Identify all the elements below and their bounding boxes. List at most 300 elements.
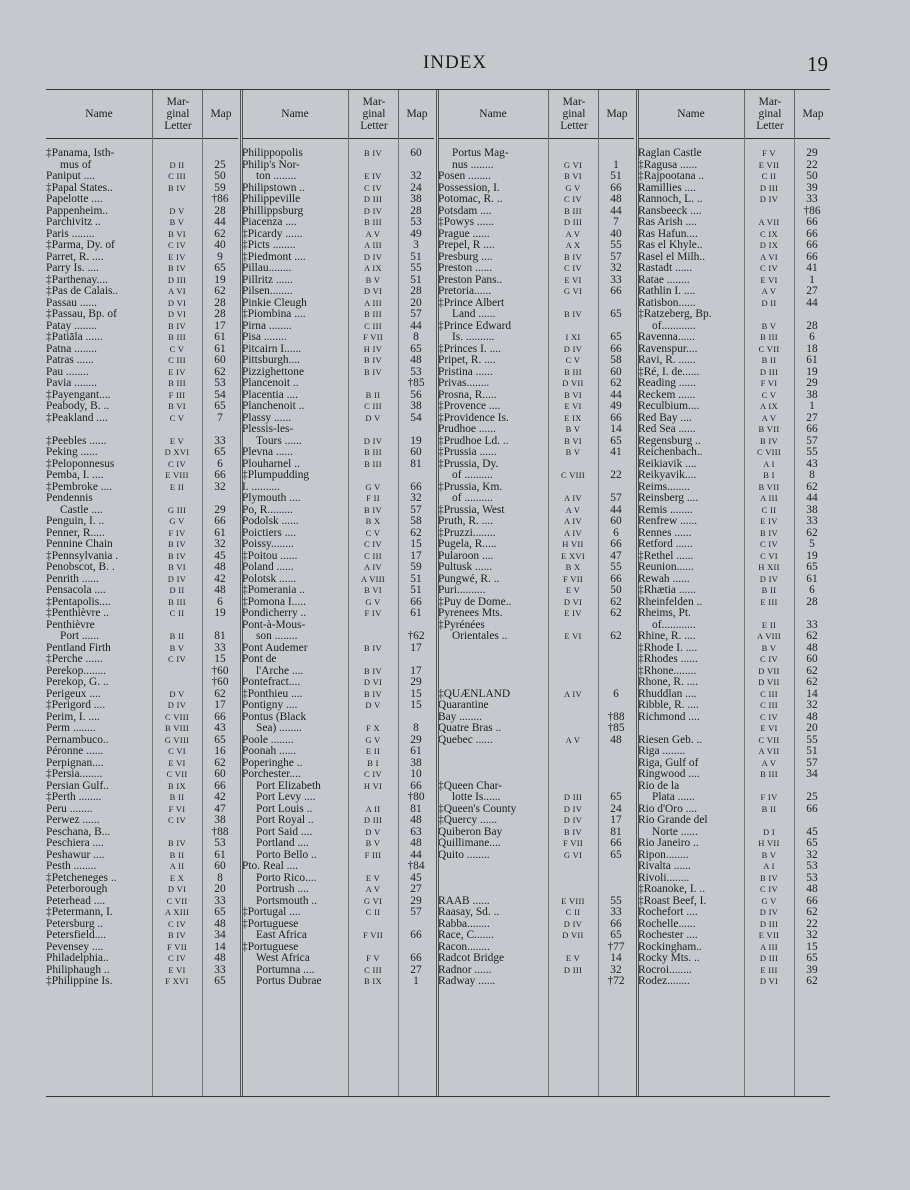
entry-name: Castle .... [60, 504, 103, 516]
entry-marginal-letter: E IV [168, 366, 186, 377]
index-entry [242, 792, 434, 804]
index-entries [438, 148, 634, 988]
entry-name: Porto Bello .. [256, 849, 317, 861]
entry-map: 29 [410, 676, 422, 688]
entry-map: 33 [214, 894, 226, 907]
entry-name: ‡Prussia, Dy. [438, 458, 499, 470]
entry-map: 58 [410, 515, 422, 527]
entry-name: Prepel, R .... [438, 240, 495, 251]
entry-marginal-letter: C IV [168, 654, 186, 664]
index-entry [638, 942, 830, 954]
entry-map: 59 [214, 181, 226, 194]
entry-name: Perim, I. .... [46, 711, 100, 723]
entry-map: 6 [809, 331, 815, 343]
entry-name: RAAB ...... [438, 895, 490, 907]
entry-marginal-letter: G V [365, 596, 381, 607]
entry-marginal-letter: F XVI [165, 976, 189, 986]
entry-marginal-letter: B V [761, 849, 777, 860]
entry-map: 66 [610, 342, 622, 355]
index-entry [638, 229, 830, 241]
entry-name: Posen ........ [438, 171, 491, 182]
entry-map: †62 [407, 630, 425, 642]
entry-marginal-letter: C II [761, 171, 777, 181]
entry-marginal-letter: D IV [563, 918, 583, 929]
index-entry [242, 378, 434, 390]
index-entry [242, 804, 434, 816]
index-entry [438, 459, 634, 471]
index-entry [242, 413, 434, 425]
entry-marginal-letter: B VI [564, 171, 582, 181]
index-entry [242, 321, 434, 333]
entry-map: 44 [806, 492, 818, 504]
entry-name: Rio d'Oro .... [638, 803, 698, 815]
entry-map: 14 [214, 940, 226, 953]
entry-map: 48 [214, 561, 226, 573]
entry-map: 48 [214, 917, 226, 930]
index-entry [638, 367, 830, 379]
index-entry [438, 827, 634, 839]
entry-marginal-letter: B II [761, 803, 777, 814]
entry-map: 50 [214, 170, 226, 182]
index-entry [438, 332, 634, 344]
entry-map: 65 [610, 434, 622, 447]
entry-marginal-letter: E VI [760, 723, 778, 733]
entry-marginal-letter: C IV [564, 194, 582, 204]
entry-name: Perm ........ [46, 723, 96, 734]
entry-map: 48 [806, 883, 818, 895]
entry-name: ‡Peloponnesus [46, 458, 115, 470]
entry-map: 43 [806, 457, 818, 470]
entry-name: Peshawur .... [46, 849, 105, 861]
entry-name: Pappenheim.. [46, 205, 109, 217]
entry-map: 53 [410, 216, 422, 228]
entry-marginal-letter: C III [760, 700, 778, 710]
entry-map: 49 [410, 227, 422, 240]
entry-map: 25 [806, 791, 818, 803]
entry-map: 41 [610, 446, 622, 458]
index-entry [638, 378, 830, 390]
index-entry [242, 217, 434, 229]
entry-marginal-letter: E VII [758, 159, 780, 170]
entry-marginal-letter: E III [760, 596, 778, 607]
index-entry [242, 735, 434, 747]
entry-name: Portumna .... [256, 964, 315, 976]
entry-map: 57 [610, 492, 622, 504]
entry-name: Persian Gulf.. [46, 780, 109, 792]
index-entry [242, 758, 434, 770]
index-entry [638, 171, 830, 183]
entry-marginal-letter: B VII [758, 481, 780, 492]
index-entry [438, 838, 634, 850]
index-entry [638, 953, 830, 965]
entry-map: 38 [806, 503, 818, 516]
entry-marginal-letter: I XI [565, 332, 581, 342]
header-name: Name [677, 108, 705, 120]
index-entry [46, 436, 238, 448]
entry-map: 62 [410, 526, 422, 539]
index-entry [46, 574, 238, 586]
entry-marginal-letter: E IV [364, 171, 382, 181]
entry-name: Rio Grande del [638, 815, 708, 826]
entry-map: 40 [610, 227, 622, 240]
entry-marginal-letter: B V [565, 424, 581, 434]
entry-name: Bay ........ [438, 711, 482, 723]
entry-name: ‡Prussia, Km. [438, 481, 503, 493]
entry-map: 57 [410, 906, 422, 918]
index-entry [438, 229, 634, 241]
entry-marginal-letter: A III [760, 493, 778, 503]
entry-name: Philipstown .. [242, 182, 305, 194]
index-entry [46, 677, 238, 689]
index-entry [242, 447, 434, 459]
entry-marginal-letter: C IV [760, 884, 778, 894]
entry-map: 81 [610, 825, 622, 838]
entry-map: 6 [809, 584, 815, 596]
entry-name: Perekop, G. .. [46, 677, 109, 688]
entry-marginal-letter: H XII [758, 562, 780, 572]
entry-map: 81 [214, 630, 226, 642]
entry-name: Regensburg .. [638, 435, 701, 447]
index-entry [242, 171, 434, 183]
entry-marginal-letter: C III [760, 688, 778, 699]
entry-name: Pruth, R. .... [438, 516, 494, 527]
index-entry [638, 436, 830, 448]
entry-map: 66 [806, 216, 818, 228]
entry-marginal-letter: B IV [564, 251, 582, 262]
entry-marginal-letter: E VI [564, 274, 582, 285]
index-entry [46, 781, 238, 793]
entry-map: 45 [410, 871, 422, 884]
index-entry [46, 539, 238, 551]
entry-name: Quillimane.... [438, 838, 501, 849]
index-entry [638, 574, 830, 586]
index-entry [438, 689, 634, 701]
entry-name: ‡Portuguese [242, 941, 299, 953]
entry-name: Peking ...... [46, 447, 98, 458]
index-entry [242, 942, 434, 954]
entry-name: ‡Picardy ...... [242, 228, 303, 240]
entry-map: 53 [806, 871, 818, 884]
entry-name: Port Said .... [256, 826, 313, 838]
entry-name: Prosna, R..... [438, 389, 497, 401]
index-column-group [242, 90, 434, 1096]
entry-map: 41 [806, 262, 818, 274]
entry-name: Pevensey .... [46, 941, 104, 953]
entry-marginal-letter: D III [363, 194, 383, 204]
entry-name: ‡Piedmont .... [242, 251, 306, 263]
entry-map: 28 [214, 296, 226, 309]
entry-name: Rivalta ...... [638, 861, 691, 872]
entry-marginal-letter: B IX [168, 780, 186, 791]
entry-map: 65 [610, 848, 622, 861]
index-entry [242, 746, 434, 758]
index-entry [638, 332, 830, 344]
entry-map: 17 [214, 699, 226, 711]
entry-name: Norte ...... [652, 826, 698, 838]
entry-name: Pernambuco.. [46, 734, 109, 746]
entry-marginal-letter: C IV [364, 539, 382, 549]
entry-name: ‡Pruzzi........ [438, 527, 496, 539]
entry-marginal-letter: B V [365, 274, 381, 285]
index-entry [438, 769, 634, 781]
index-entry [438, 160, 634, 172]
index-entry [242, 907, 434, 919]
entry-name: ‡Passau, Bp. of [46, 309, 117, 320]
entry-marginal-letter: F VII [563, 573, 583, 584]
entry-name: Renfrew ...... [638, 516, 698, 527]
entry-name: ‡Roast Beef, I. [638, 895, 707, 907]
entry-map: 1 [613, 158, 619, 171]
entry-marginal-letter: B IV [168, 320, 186, 331]
entry-map: 45 [214, 549, 226, 562]
index-entry [242, 183, 434, 195]
entry-map: †77 [607, 940, 625, 953]
entry-name: ‡Prince Albert [438, 297, 505, 309]
entry-marginal-letter: D IV [167, 573, 187, 584]
entry-name: ‡QUÆNLAND [438, 688, 511, 700]
entry-name: ‡Pomerania .. [242, 585, 305, 596]
entry-map: 24 [610, 802, 622, 815]
entry-name: Placentia .... [242, 389, 298, 401]
index-entry [638, 815, 830, 827]
entry-name: ‡Payengant.... [46, 389, 111, 401]
entry-marginal-letter: D IV [759, 907, 779, 917]
index-entry [46, 148, 238, 160]
entry-marginal-letter: B II [169, 792, 185, 802]
entry-marginal-letter: B VI [564, 389, 582, 400]
entry-marginal-letter: C III [364, 320, 382, 331]
entry-name: Ransbeeck .... [638, 205, 702, 217]
entry-marginal-letter: E V [565, 585, 581, 595]
entry-map: 20 [410, 296, 422, 309]
index-entry [46, 551, 238, 563]
entry-name: ‡Plumpudding [242, 470, 310, 481]
entry-map: 47 [610, 549, 622, 562]
entry-map: 48 [610, 193, 622, 205]
entry-name: Ras el Khyle.. [638, 240, 703, 251]
entry-map: 15 [410, 699, 422, 711]
index-entry [638, 861, 830, 873]
entry-map: 62 [610, 595, 622, 608]
index-entry [438, 976, 634, 988]
entry-map: 6 [217, 457, 223, 470]
entry-marginal-letter: B I [763, 470, 775, 480]
entry-name: Peschana, B... [46, 826, 111, 838]
entry-map: 62 [610, 607, 622, 619]
entry-name: Plouharnel .. [242, 458, 300, 470]
entry-map: 66 [410, 929, 422, 941]
entry-name: Parret, R. .... [46, 251, 104, 263]
entry-marginal-letter: A V [565, 228, 581, 239]
index-entry [242, 781, 434, 793]
entry-marginal-letter: E VI [168, 964, 186, 975]
entry-name: Philippopolis [242, 148, 303, 159]
entry-marginal-letter: D VI [167, 297, 187, 308]
entry-map: 17 [410, 549, 422, 562]
entry-marginal-letter: B IV [364, 504, 382, 515]
entry-marginal-letter: B III [168, 332, 186, 342]
entry-marginal-letter: C II [761, 504, 777, 515]
entry-map: 66 [806, 239, 818, 251]
entry-marginal-letter: D IV [759, 573, 779, 584]
entry-map: †86 [211, 193, 229, 205]
entry-map: 57 [410, 503, 422, 516]
entry-name: Pont-à-Mous- [242, 619, 306, 631]
entry-map: 9 [217, 250, 223, 263]
entry-map: 55 [806, 733, 818, 746]
index-entry [242, 516, 434, 528]
entry-name: Pentland Firth [46, 642, 111, 654]
entry-name: ‡Poitou ...... [242, 550, 298, 562]
entry-map: 66 [610, 538, 622, 550]
entry-map: 62 [214, 227, 226, 240]
entry-marginal-letter: G VI [563, 159, 583, 170]
index-entry [438, 758, 634, 770]
entry-map: 19 [410, 434, 422, 447]
entry-marginal-letter: B V [761, 320, 777, 331]
index-entry [438, 677, 634, 689]
entry-map: 65 [214, 975, 226, 987]
entry-name: Pontefract.... [242, 677, 301, 688]
index-entry [438, 206, 634, 218]
entry-marginal-letter: D III [563, 217, 583, 227]
index-entry [638, 930, 830, 942]
index-entry [242, 206, 434, 218]
index-entry [242, 976, 434, 988]
entry-map: 53 [214, 377, 226, 389]
entry-map: 60 [214, 354, 226, 366]
index-entry [438, 930, 634, 942]
entry-map: 57 [806, 434, 818, 447]
entry-marginal-letter: F III [364, 849, 382, 860]
index-entry [46, 769, 238, 781]
entry-marginal-letter: C IV [168, 953, 186, 963]
index-entry [242, 689, 434, 701]
entry-map: 48 [214, 952, 226, 964]
index-entry [638, 470, 830, 482]
entry-name: Pto. Real .... [242, 861, 299, 872]
entry-map: 66 [610, 411, 622, 424]
column-header [638, 90, 830, 139]
entry-name: Podolsk ...... [242, 516, 299, 527]
index-entry [638, 850, 830, 862]
index-entry [242, 298, 434, 310]
index-entry [46, 401, 238, 413]
index-entry [46, 470, 238, 482]
entry-name: ‡Pennsylvania . [46, 550, 119, 562]
index-entry [638, 804, 830, 816]
index-entry [242, 332, 434, 344]
header-map: Map [398, 90, 435, 138]
entry-map: 61 [410, 607, 422, 619]
index-entry [438, 252, 634, 264]
entry-name: ‡Ré, I. de...... [638, 366, 700, 378]
index-entries [46, 148, 238, 988]
index-entry [46, 930, 238, 942]
entry-map: 29 [806, 377, 818, 389]
entry-marginal-letter: E X [169, 872, 185, 883]
entry-name: ‡Providence Is. [438, 412, 509, 424]
index-entry [438, 815, 634, 827]
index-entry [638, 712, 830, 724]
entry-name: Quarantine [438, 700, 489, 711]
entry-marginal-letter: C II [365, 907, 381, 917]
entry-map: 57 [410, 308, 422, 320]
index-entry [438, 470, 634, 482]
index-entry [438, 712, 634, 724]
entry-name: ‡Peakland .... [46, 412, 108, 424]
index-entry [46, 861, 238, 873]
entry-marginal-letter: B IV [364, 665, 382, 676]
index-entry [242, 367, 434, 379]
entry-name: Pularoon .... [438, 550, 494, 562]
entry-name: Race, C....... [438, 930, 494, 941]
entry-marginal-letter: F VII [363, 930, 383, 940]
entry-name: ‡Pentapolis.... [46, 596, 111, 608]
entry-map: 48 [806, 641, 818, 654]
entry-map: 6 [217, 595, 223, 608]
entry-name: Phillippsburg [242, 205, 304, 217]
index-entry [46, 608, 238, 620]
entry-name: Rochester .... [638, 930, 698, 941]
entry-name: l'Arche .... [256, 665, 304, 677]
entry-marginal-letter: B X [565, 562, 581, 572]
entry-marginal-letter: B II [169, 849, 185, 860]
entry-name: ‡Portuguese [242, 918, 299, 930]
entry-map: 43 [214, 722, 226, 734]
entry-marginal-letter: A V [761, 412, 777, 423]
index-entry [242, 861, 434, 873]
entry-map: 62 [214, 687, 226, 700]
entry-marginal-letter: C III [364, 401, 382, 411]
entry-name: I. .......... [242, 481, 280, 493]
entry-map: 28 [214, 308, 226, 320]
index-entry [638, 689, 830, 701]
entry-marginal-letter: D V [365, 700, 381, 710]
entry-name: ‡Piombina .... [242, 309, 306, 320]
entry-name: Pinkie Cleugh [242, 297, 307, 309]
index-entry [242, 919, 434, 931]
entry-map: 66 [610, 285, 622, 297]
index-entry [46, 160, 238, 172]
entry-name: Péronne ...... [46, 746, 104, 757]
entry-name: Pennine Chain [46, 539, 113, 550]
index-entry [46, 689, 238, 701]
index-entry [638, 148, 830, 160]
index-entry [638, 643, 830, 655]
entry-map: 32 [410, 492, 422, 504]
entry-name: ‡Prudhoe Ld. .. [438, 435, 509, 447]
index-entry [46, 700, 238, 712]
entry-map: 66 [410, 595, 422, 608]
entry-name: Poonah ...... [242, 746, 297, 757]
entry-marginal-letter: D IV [563, 803, 583, 814]
entry-name: ‡Persia........ [46, 769, 103, 780]
entry-map: 29 [214, 503, 226, 516]
entry-marginal-letter: E VI [168, 757, 186, 768]
index-entry [242, 827, 434, 839]
entry-marginal-letter: A IV [564, 688, 582, 699]
entry-marginal-letter: C IV [168, 815, 186, 825]
index-entry [638, 539, 830, 551]
entry-marginal-letter: C VIII [560, 470, 586, 480]
entry-map: 51 [806, 745, 818, 757]
entry-name: ‡Ratzeberg, Bp. [638, 309, 712, 320]
entry-marginal-letter: D XVI [164, 447, 190, 457]
entry-map: 44 [806, 296, 818, 309]
entry-name: Rastadt ...... [638, 263, 693, 274]
entry-name: Penguin, I. .. [46, 516, 105, 527]
